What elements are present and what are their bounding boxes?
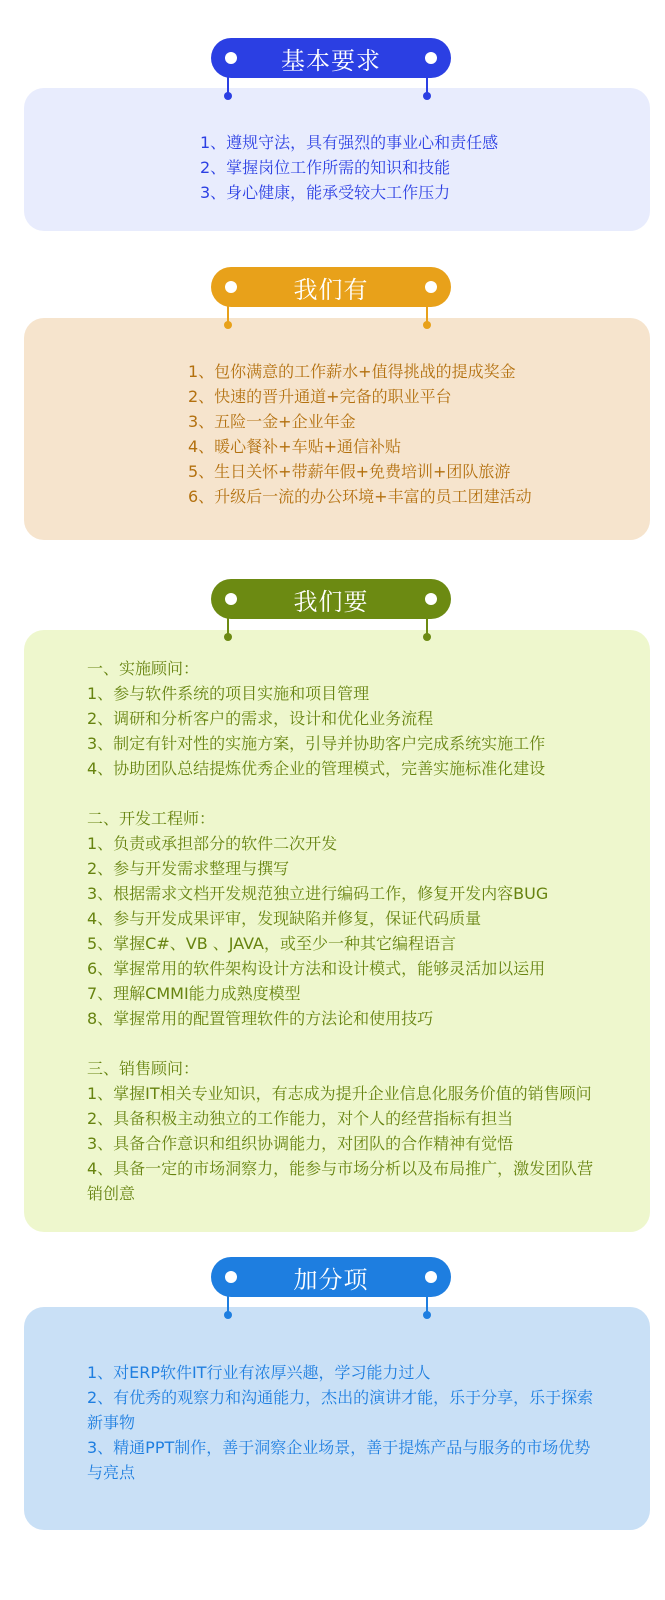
connector-left: [227, 76, 229, 96]
section-header-bonus: [211, 1257, 451, 1297]
blank-line: [87, 1031, 620, 1056]
list-item: 3、五险一金+企业年金: [188, 412, 356, 431]
dot-right-icon: [425, 281, 437, 293]
list-item: 2、参与开发需求整理与撰写: [87, 859, 290, 878]
dot-right-icon: [425, 593, 437, 605]
benefits-list: [188, 359, 650, 509]
position-heading: 二、开发工程师：: [87, 809, 216, 828]
list-item: 5、掌握C#、VB 、JAVA，或至少一种其它编程语言: [87, 934, 456, 953]
requirements-list: [200, 130, 650, 205]
dot-right-icon: [425, 1271, 437, 1283]
list-item: 2、掌握岗位工作所需的知识和技能: [200, 158, 451, 177]
dot-left-icon: [225, 281, 237, 293]
list-item: 1、参与软件系统的项目实施和项目管理: [87, 684, 370, 703]
section-header-we-need: [211, 579, 451, 619]
dot-right-icon: [425, 52, 437, 64]
position-heading: 三、销售顾问：: [87, 1059, 200, 1078]
section-header-we-offer: [211, 267, 451, 307]
list-item: 3、身心健康，能承受较大工作压力: [200, 183, 451, 202]
list-item: 6、升级后一流的办公环境+丰富的员工团建活动: [188, 487, 532, 506]
list-item-continuation: 与亮点: [87, 1463, 136, 1482]
list-item: 6、掌握常用的软件架构设计方法和设计模式，能够灵活加以运用: [87, 959, 546, 978]
list-item: 1、包你满意的工作薪水+值得挑战的提成奖金: [188, 362, 516, 381]
connector-left: [227, 1295, 229, 1315]
section-title: 基本要求: [281, 46, 381, 75]
list-item: 4、暖心餐补+车贴+通信补贴: [188, 437, 401, 456]
connector-right: [426, 617, 428, 637]
list-item: 3、根据需求文档开发规范独立进行编码工作，修复开发内容BUG: [87, 884, 549, 903]
dot-left-icon: [225, 1271, 237, 1283]
list-item: 1、掌握IT相关专业知识，有志成为提升企业信息化服务价值的销售顾问: [87, 1084, 592, 1103]
we-offer-card: [24, 318, 650, 540]
list-item: 1、对ERP软件IT行业有浓厚兴趣，学习能力过人: [87, 1363, 431, 1382]
connector-right: [426, 76, 428, 96]
dot-left-icon: [225, 52, 237, 64]
section-title: 我们有: [293, 275, 369, 304]
list-item: 4、参与开发成果评审，发现缺陷并修复，保证代码质量: [87, 909, 482, 928]
list-item: 5、生日关怀+带薪年假+免费培训+团队旅游: [188, 462, 511, 481]
list-item-continuation: 新事物: [87, 1413, 136, 1432]
connector-left: [227, 617, 229, 637]
positions-list: [87, 656, 620, 1206]
position-heading: 一、实施顾问：: [87, 659, 200, 678]
list-item: 1、遵规守法，具有强烈的事业心和责任感: [200, 133, 499, 152]
list-item: 4、协助团队总结提炼优秀企业的管理模式，完善实施标准化建设: [87, 759, 546, 778]
list-item: 2、快速的晋升通道+完备的职业平台: [188, 387, 452, 406]
list-item: 7、理解CMMI能力成熟度模型: [87, 984, 301, 1003]
basic-requirements-card: [24, 88, 650, 231]
bonus-card: [24, 1307, 650, 1530]
we-need-card: [24, 630, 650, 1232]
list-item: 8、掌握常用的配置管理软件的方法论和使用技巧: [87, 1009, 434, 1028]
list-item: 2、具备积极主动独立的工作能力，对个人的经营指标有担当: [87, 1109, 514, 1128]
list-item: 2、调研和分析客户的需求，设计和优化业务流程: [87, 709, 434, 728]
connector-left: [227, 305, 229, 325]
section-title: 加分项: [293, 1265, 369, 1294]
section-header-basic-requirements: [211, 38, 451, 78]
list-item: 3、精通PPT制作，善于洞察企业场景，善于提炼产品与服务的市场优势: [87, 1438, 591, 1457]
section-title: 我们要: [293, 587, 369, 616]
bonus-list: [87, 1360, 620, 1485]
blank-line: [87, 781, 620, 806]
dot-left-icon: [225, 593, 237, 605]
list-item: 3、具备合作意识和组织协调能力，对团队的合作精神有觉悟: [87, 1134, 514, 1153]
list-item-continuation: 销创意: [87, 1184, 136, 1203]
connector-right: [426, 1295, 428, 1315]
connector-right: [426, 305, 428, 325]
list-item: 2、有优秀的观察力和沟通能力，杰出的演讲才能，乐于分享，乐于探索: [87, 1388, 594, 1407]
list-item: 4、具备一定的市场洞察力，能参与市场分析以及布局推广，激发团队营: [87, 1159, 594, 1178]
list-item: 3、制定有针对性的实施方案，引导并协助客户完成系统实施工作: [87, 734, 546, 753]
list-item: 1、负责或承担部分的软件二次开发: [87, 834, 338, 853]
